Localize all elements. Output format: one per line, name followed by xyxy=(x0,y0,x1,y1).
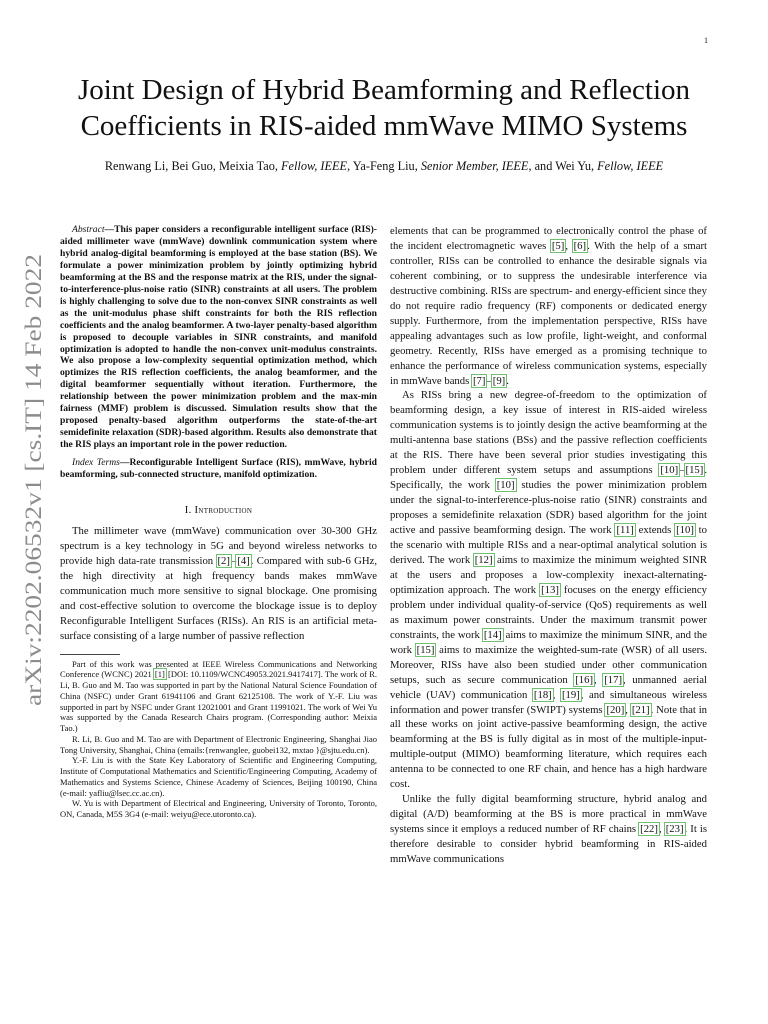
author-name: Renwang Li, xyxy=(104,159,172,173)
author-name: Meixia Tao, xyxy=(218,159,282,173)
citation-link[interactable]: [10] xyxy=(676,524,694,537)
citation-link[interactable]: [5] xyxy=(551,239,565,252)
index-terms-body: —Reconfigurable Intelligent Surface (RIS), mmWave, hybrid beamforming, sub-connected structure, manifold optimization. xyxy=(60,457,377,481)
abstract-body: —This paper considers a reconfigurable intelligent surface (RIS)-aided millimeter wave (mmWave) downlink communication system where hybrid analog-digital beamforming is employed at the base station (BS). We formulate a power minimization problem by jointly optimizing hybrid beamforming at the BS and the response matrix at the RIS, under the signal-to-interference-plus-noise ratio (SINR) constraints at all users. The problem is highly challenging to solve due to the non-convex SINR constraints as well as the unit-modulus phase shift constraints for both the RIS reflection coefficients and the analog beamformer. A two-layer penalty-based algorithm is proposed to decouple variables in SINR constraints, and manifold optimization is adopted to handle the non-convex unit-modulus constraints. We also propose a low-complexity sequential optimization method, which optimizes the RIS reflection coefficients, the analog beamformer, and the digital beamformer sequentially without iteration. Furthermore, the relationship between the power minimization problem and the max-min fairness (MMF) problem is discussed. Simulation results show that the proposed penalty-based algorithm outperforms the state-of-the-art semidefinite relaxation (SDR)-based algorithm. Results also demonstrate that the RIS plays an important role in the power reduction. xyxy=(60,224,377,451)
right-column xyxy=(390,224,707,867)
title-line-2: Coefficients in RIS-aided mmWave MIMO Systems xyxy=(80,110,688,142)
citation-link[interactable]: [17] xyxy=(604,673,623,686)
citation-link[interactable]: [9] xyxy=(492,374,506,387)
title-block xyxy=(40,72,728,174)
author-name: Bei Guo, xyxy=(171,159,219,173)
citation-link[interactable]: [4] xyxy=(237,554,250,567)
index-terms-lead: Index Terms xyxy=(72,457,120,469)
section-number: I. xyxy=(184,504,195,517)
citation-link[interactable]: [14] xyxy=(483,628,502,641)
author-name: , Ya-Feng Liu, xyxy=(347,159,421,173)
footnote: Y.-F. Liu is with the State Key Laboratory of Scientific and Engineering Computing, Institute of Computational Mathematics and Scientific/Engineering Computing, Academy of Mathematics and Systems Science, Chinese Academy of Sciences, Beijing 100190, China (e-mail: yafliu@lsec.cc.ac.cn). xyxy=(60,755,377,798)
citation-link[interactable]: [10] xyxy=(496,479,515,492)
footnote: Part of this work was presented at IEEE Wireless Communications and Networking Conference (WCNC) 2021 [1] [DOI: 10.1109/WCNC49053.2021.9417417]. The work of R. Li, B. Guo and M. Tao was supported in part by the National Natural Science Foundation of China (NSFC) under Grant 61941106 and Grant 62125108. The work of Y.-F. Liu was supported in part by NSFC under Grant 12021001 and Grant 11991021. The work of Wei Yu was supported by the Canada Research Chairs program. (Corresponding author: Meixia Tao.) xyxy=(60,658,377,734)
page-number: 1 xyxy=(704,36,708,45)
intro-paragraph: The millimeter wave (mmWave) communication over 30-300 GHz spectrum is a key technology in 5G and beyond wireless networks to provide high data-rate transmission [2]–[4]. Compared with sub-6 GHz, the high directivity at high frequency bands makes mmWave communication much more sensitive to signal blockage. One promising and cost-effective solution to overcome the blockage issue is to deploy Reconfigurable Intelligent Surfaces (RISs). An RIS is an artificial meta-surface consisting of a large number of passive reflection xyxy=(60,524,378,642)
footnote: R. Li, B. Guo and M. Tao are with Department of Electronic Engineering, Shanghai Jiao Tong University, Shanghai, China (emails:{renwanglee, guobei132, mxtao }@sjtu.edu.cn). xyxy=(60,733,377,755)
citation-link[interactable]: [15] xyxy=(416,643,435,656)
abstract xyxy=(60,224,377,451)
title-line-1: Joint Design of Hybrid Beamforming and Reflection xyxy=(77,74,691,106)
paper-title xyxy=(40,72,728,144)
citation-link[interactable]: [20] xyxy=(606,703,625,716)
section-heading-introduction xyxy=(60,503,377,518)
citation-link[interactable]: [7] xyxy=(472,374,486,387)
citation-link[interactable]: [18] xyxy=(533,688,552,701)
author-role: Fellow, IEEE xyxy=(597,159,664,173)
citation-link[interactable]: [12] xyxy=(474,553,493,566)
citation-link[interactable]: [16] xyxy=(575,673,594,686)
citation-link[interactable]: [13] xyxy=(541,583,559,596)
arxiv-stamp-text: arXiv:2202.06532v1 [cs.IT] 14 Feb 2022 xyxy=(21,326,46,706)
citation-link[interactable]: [1] xyxy=(154,669,165,680)
abstract-lead: Abstract xyxy=(72,224,105,235)
citation-link[interactable]: [15] xyxy=(685,464,704,477)
section-title: Introduction xyxy=(194,504,253,517)
body-paragraph: As RISs bring a new degree-of-freedom to the optimization of beamforming design, a key issue of interest in RIS-aided wireless communication systems is to jointly design the active beamforming at the multi-antenna base stations (BSs) and the passive reflection coefficients at the RIS. There have been several prior studies investigating this problem under different system setups and assumptions [10]–[15]. Specifically, the work [10] studies the power minimization problem under the signal-to-interference-plus-noise ratio (SINR) constraints and proposes a semidefinite relaxation (SDR) based algorithm for the joint active and passive beamforming design. The work [11] extends [10] to the scenario with multiple RISs and a near-optimal analytical solution is derived. The work [12] aims to maximize the minimum weighted SINR at the users and proposes a low-complexity inexact-alternating-optimization approach. The work [13] focuses on the energy efficiency problem under individual quality-of-service (QoS) requirements as well as maximum power constraints. Under the maximum transmit power constraints, the work [14] aims to maximize the minimum SINR, and the work [15] aims to maximize the weighted-sum-rate (WSR) of all users. Moreover, RISs have also been studied under other communication setups, such as secure communication [16], [17], unmanned aerial vehicle (UAV) communication [18], [19], and simultaneous wireless information and power transfer (SWIPT) systems [20], [21]. Note that in all these works on joint active-passive beamforming design, the active beamforming at the BS is fully digital as in most of the multiple-input-multiple-output (MIMO) beamforming literature, which requires each antenna to be connected to one RF chain, and hence has a high hardware cost. xyxy=(390,389,708,791)
citation-link[interactable]: [22] xyxy=(640,823,658,836)
citation-link[interactable]: [23] xyxy=(665,823,684,836)
index-terms xyxy=(60,457,377,481)
footnote: W. Yu is with Department of Electrical and Engineering, University of Toronto, Toronto, ON, Canada, M5S 3G4 (e-mail: weiyu@ece.utoronto.ca). xyxy=(60,798,377,820)
citation-link[interactable]: [6] xyxy=(573,239,587,252)
citation-link[interactable]: [11] xyxy=(616,524,634,537)
author-role: Fellow, IEEE xyxy=(281,159,348,173)
footnote-rule xyxy=(60,654,120,655)
author-name: , and Wei Yu, xyxy=(528,159,598,173)
body-paragraph: Unlike the fully digital beamforming structure, hybrid analog and digital (A/D) beamforming at the BS is more practical in mmWave systems since it employs a reduced number of RF chains [22], [23]. It is therefore desirable to consider hybrid beamforming in RIS-aided mmWave communications xyxy=(390,793,707,866)
left-column xyxy=(60,224,377,820)
author-role: Senior Member, IEEE xyxy=(420,159,529,173)
author-list xyxy=(40,158,728,174)
body-paragraph: elements that can be programmed to electronically control the phase of the incident electromagnetic waves [5], [6]. With the help of a smart controller, RISs can be controlled to enhance the desirable signals via coherent combining, or to suppress the undesirable interference via destructive combining. RISs are spectrum- and energy-efficient since they do not require radio frequency (RF) components or dedicated energy supply. Furthermore, from the implementation perspective, RISs have appealing advantages such as low profile, light-weight, and conformal geometry. Recently, RISs have emerged as a promising technique to enhance the performance of wireless communication systems, especially in mmWave bands [7]–[9]. xyxy=(390,225,708,387)
citation-link[interactable]: [19] xyxy=(561,688,580,701)
citation-link[interactable]: [2] xyxy=(217,554,230,567)
citation-link[interactable]: [10] xyxy=(660,464,679,477)
citation-link[interactable]: [21] xyxy=(631,703,650,716)
arxiv-stamp xyxy=(14,254,50,706)
